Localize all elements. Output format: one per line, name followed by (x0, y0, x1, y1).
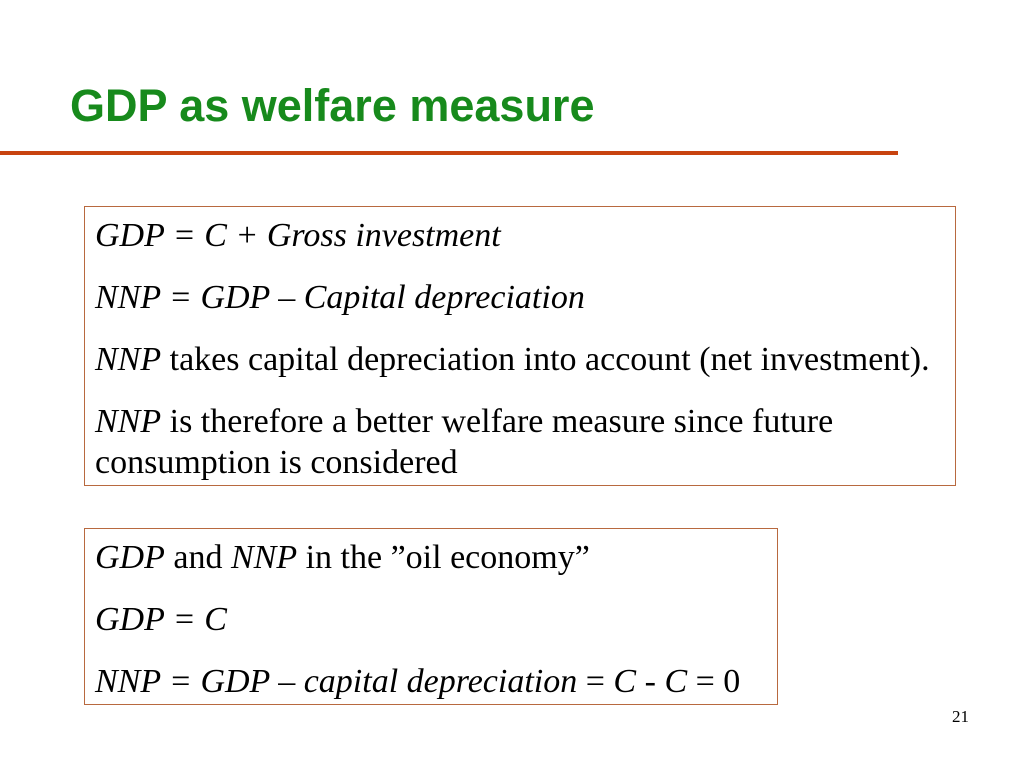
and-text: and (164, 539, 231, 576)
c-term: C (664, 663, 688, 700)
nnp-formula-lhs: NNP = GDP – capital depreciation (95, 663, 578, 700)
equation-result: = 0 (687, 663, 741, 700)
gdp-definition (95, 215, 945, 256)
oil-economy-heading (95, 537, 767, 578)
welfare-statement (95, 401, 945, 483)
nnp-formula: NNP = GDP – Capital depreciation (95, 279, 585, 316)
nnp-term: NNP (230, 539, 298, 576)
nnp-term: NNP (95, 403, 162, 440)
page-number: 21 (952, 707, 969, 726)
gdp-term: GDP (95, 539, 165, 576)
c-term: C (613, 663, 637, 700)
oil-economy-box (84, 528, 778, 705)
nnp-definition (95, 277, 945, 318)
oil-gdp-equation (95, 599, 767, 640)
net-investment-text: takes capital depreciation into account (net investment). (161, 341, 930, 378)
net-investment-statement (95, 339, 945, 380)
gdp-equals-c: GDP = C (95, 601, 227, 638)
oil-nnp-equation (95, 661, 767, 702)
oil-economy-text: in the ”oil economy” (297, 539, 590, 576)
definitions-box (84, 206, 956, 486)
gdp-formula: GDP = C + Gross investment (95, 217, 501, 254)
nnp-term: NNP (95, 341, 162, 378)
minus-sign: - (636, 663, 665, 700)
welfare-text: is therefore a better welfare measure since future consumption is considered (95, 403, 834, 481)
slide-title: GDP as welfare measure (70, 80, 595, 131)
title-underline (0, 151, 898, 155)
equals-sign: = (577, 663, 614, 700)
